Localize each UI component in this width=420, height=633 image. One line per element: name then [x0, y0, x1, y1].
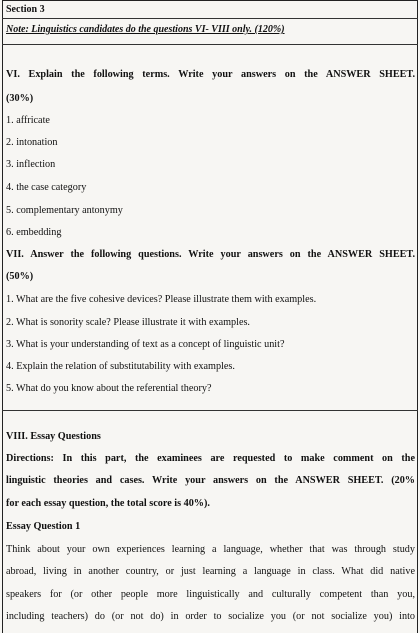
directions-line: linguistic theories and cases. Write your answers on the ANSWER SHEET. (20% [6, 475, 415, 486]
part6-heading: VI. Explain the following terms. Write your answers on the ANSWER SHEET. [6, 69, 415, 80]
part8-heading: VIII. Essay Questions [6, 431, 101, 442]
essay1-line: Think about your own experiences learning a language, whether that was through study [6, 544, 415, 555]
directions-line: for each essay question, the total score is 40%). [6, 498, 210, 509]
question-item: 3. What is your understanding of text as a concept of linguistic unit? [6, 339, 285, 350]
essay1-line: speakers for (or other people more linguistically and culturally competent than you, [6, 589, 415, 600]
part7-weight: (50%) [6, 271, 34, 282]
divider [2, 410, 418, 411]
question-item: 2. What is sonority scale? Please illustrate it with examples. [6, 317, 250, 328]
divider [2, 18, 418, 19]
term-item: 3. inflection [6, 159, 56, 170]
essay1-title: Essay Question 1 [6, 521, 81, 532]
essay1-line: abroad, living in another country, or just learning a language in class. What did native [6, 566, 415, 577]
section-note: Note: Linguistics candidates do the questions VI- VIII only. (120%) [6, 24, 285, 35]
term-item: 2. intonation [6, 137, 58, 148]
part6-weight: (30%) [6, 93, 34, 104]
essay1-line: including teachers) do (or not do) in order to socialize you (or not socialize you) into [6, 611, 415, 622]
section-title: Section 3 [6, 4, 45, 15]
question-item: 1. What are the five cohesive devices? Please illustrate them with examples. [6, 294, 317, 305]
divider [2, 44, 418, 45]
term-item: 6. embedding [6, 227, 62, 238]
question-item: 4. Explain the relation of substitutability with examples. [6, 361, 235, 372]
term-item: 1. affricate [6, 115, 50, 126]
term-item: 5. complementary antonymy [6, 205, 123, 216]
term-item: 4. the case category [6, 182, 87, 193]
directions-line: Directions: In this part, the examinees are requested to make comment on the [6, 453, 415, 464]
part7-heading: VII. Answer the following questions. Write your answers on the ANSWER SHEET. [6, 249, 415, 260]
question-item: 5. What do you know about the referential theory? [6, 383, 212, 394]
